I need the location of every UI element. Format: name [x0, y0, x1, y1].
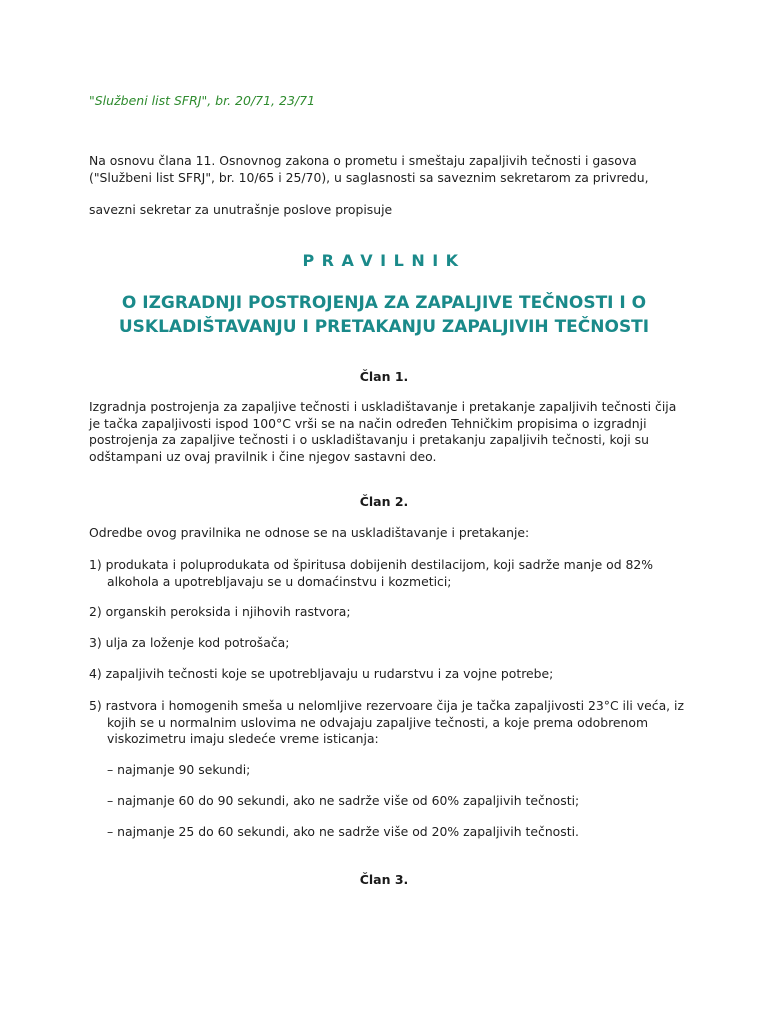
article-2-heading: Član 2. [359, 494, 409, 509]
gazette-reference: "Službeni list SFRJ", br. 20/71, 23/71 [89, 93, 316, 108]
article-2-intro: Odredbe ovog pravilnika ne odnose se na uskladištavanje i pretakanje: [89, 525, 530, 540]
article-3-heading: Član 3. [359, 872, 409, 887]
article-2-subitem-1: – najmanje 90 sekundi; [107, 762, 251, 777]
article-2-item-5: 5) rastvora i homogenih smeša u nelomljive rezervoare čija je tačka zapaljivosti 23°C ili veća, iz kojih se u normalnim uslovima ne odvajaju zapaljive tečnosti, a koje prema odobrenom viskozimetru imaju sledeće vreme isticanja: [89, 698, 684, 746]
legal-basis-paragraph: Na osnovu člana 11. Osnovnog zakona o prometu i smeštaju zapaljivih tečnosti i gasova ("Službeni list SFRJ", br. 10/65 i 25/70), u saglasnosti sa saveznim sekretarom za privredu, [89, 153, 649, 185]
article-2-item-4: 4) zapaljivih tečnosti koje se upotrebljavaju u rudarstvu i za vojne potrebe; [89, 666, 554, 681]
issuer-paragraph: savezni sekretar za unutrašnje poslove propisuje [89, 202, 393, 217]
article-2-item-1: 1) produkata i poluprodukata od špiritusa dobijenih destilacijom, koji sadrže manje od 82% alkohola a upotrebljavaju se u domaćinstvu i kozmetici; [89, 557, 654, 589]
article-2-subitem-2: – najmanje 60 do 90 sekundi, ako ne sadrže više od 60% zapaljivih tečnosti; [107, 793, 580, 808]
article-2-subitem-3: – najmanje 25 do 60 sekundi, ako ne sadrže više od 20% zapaljivih tečnosti. [107, 824, 579, 839]
article-2-item-3: 3) ulja za loženje kod potrošača; [89, 635, 290, 650]
document-type-heading: PRAVILNIK [302, 251, 466, 270]
article-1-body: Izgradnja postrojenja za zapaljive tečnosti i uskladištavanje i pretakanje zapaljivih tečnosti čija je tačka zapaljivosti ispod 100°C vrši se na način određen Tehničkim propisima o izgradnji postrojenja za zapaljive tečnosti i o uskladištavanju i pretakanju zapaljivih tečnosti, koji su odštampani uz ovaj pravilnik i čine njegov sastavni deo. [89, 399, 677, 464]
article-2-item-2: 2) organskih peroksida i njihovih rastvora; [89, 604, 351, 619]
article-1-heading: Član 1. [359, 369, 409, 384]
document-title: O IZGRADNJI POSTROJENJA ZA ZAPALJIVE TEČNOSTI I O USKLADIŠTAVANJU I PRETAKANJU ZAPALJIVIH TEČNOSTI [118, 293, 650, 337]
